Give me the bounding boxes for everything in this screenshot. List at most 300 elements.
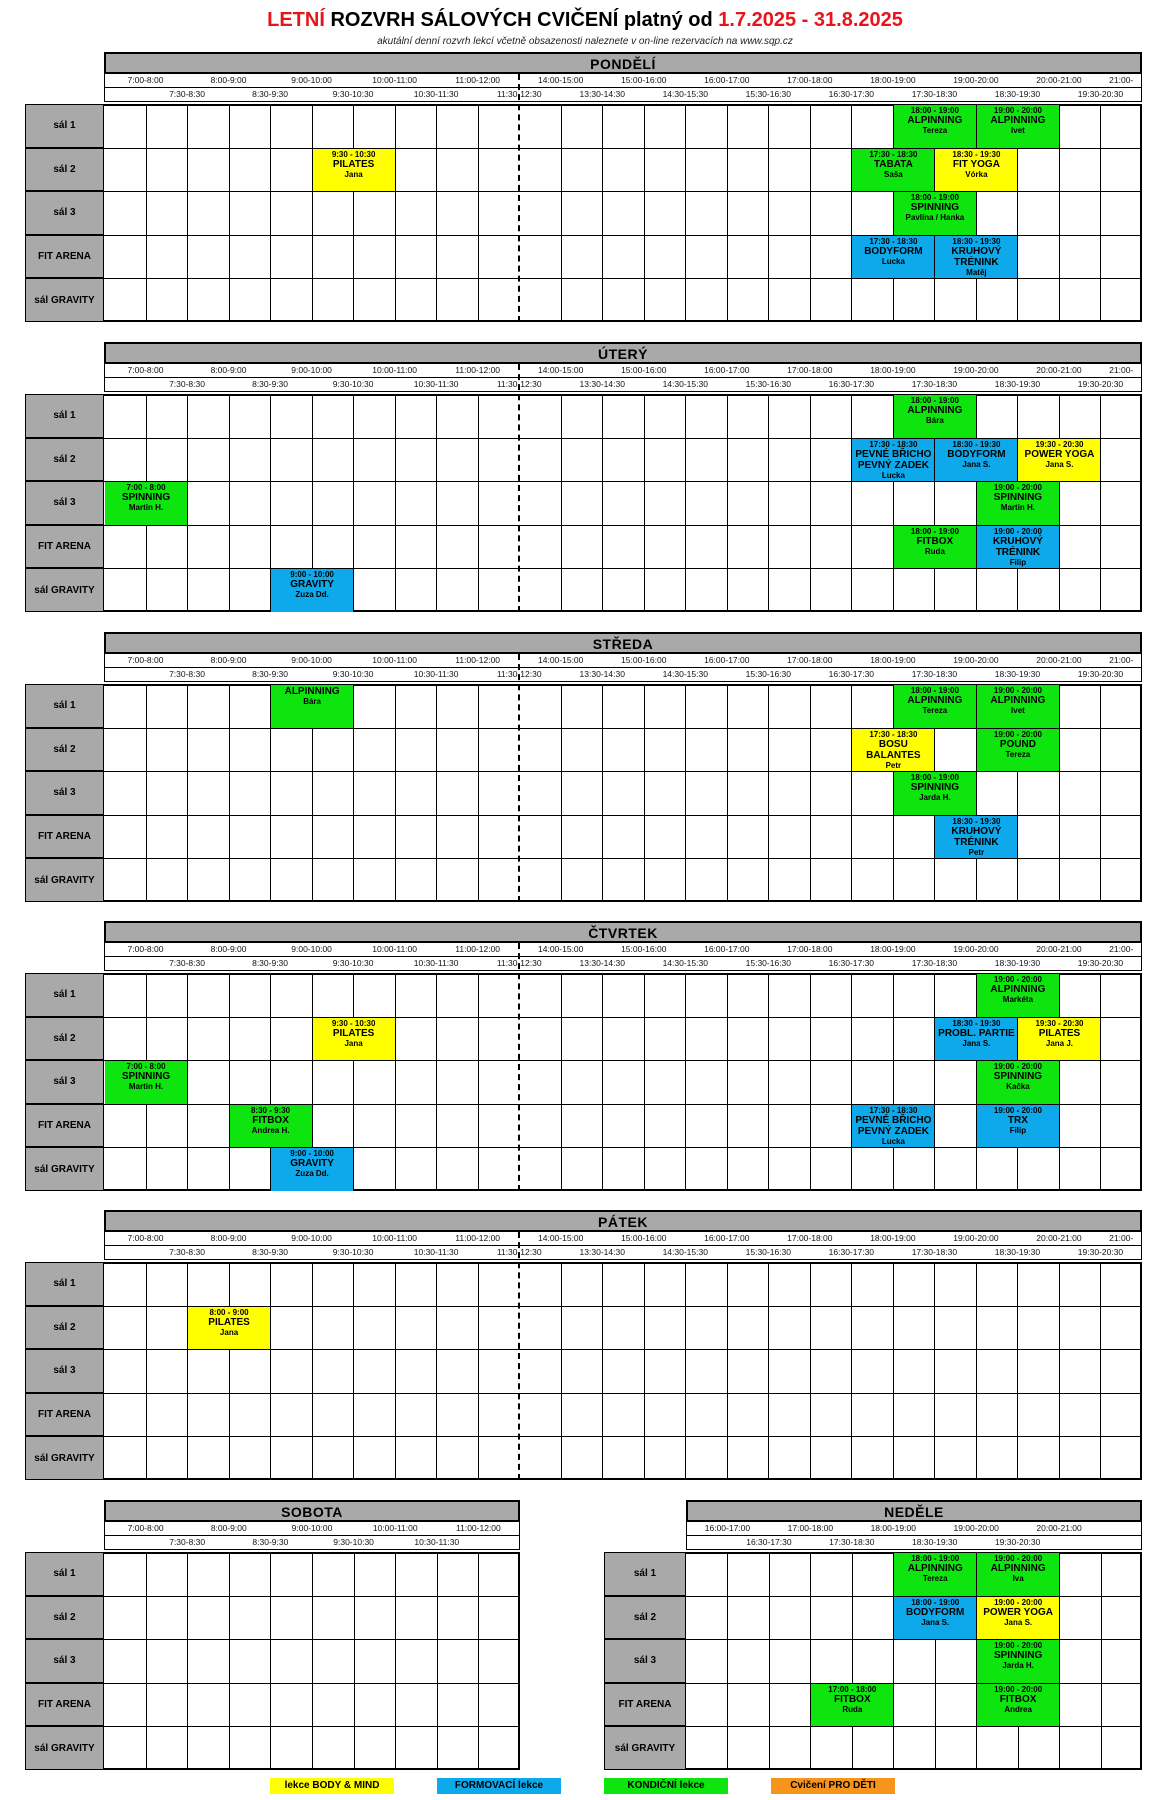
column-divider [478, 684, 479, 902]
lesson-trainer: Zuza Dd. [295, 590, 329, 600]
lesson-time: 18:00 - 19:00 [910, 193, 959, 203]
day-header: SOBOTA [104, 1500, 520, 1522]
lesson-time: 18:00 - 19:00 [910, 686, 959, 695]
lesson-time: 17:30 - 18:30 [869, 236, 918, 246]
column-divider [229, 684, 230, 902]
lesson-name: PILATES [332, 1027, 375, 1039]
time-label-hour: 11:00-12:00 [455, 365, 501, 375]
day-header: ČTVRTEK [104, 921, 1142, 943]
day-header: PONDĚLÍ [104, 52, 1142, 74]
lesson-time: 19:00 - 20:00 [993, 729, 1042, 739]
column-divider [810, 104, 811, 322]
lesson-card[interactable] [977, 1597, 1059, 1640]
time-label-hour: 19:00-20:00 [953, 655, 999, 665]
lesson-card[interactable] [894, 395, 976, 438]
column-divider [353, 104, 354, 322]
lesson-card[interactable] [894, 772, 976, 815]
page-subtitle: akutální denní rozvrh lekcí včetně obsazenosti naleznete v on-line rezervacích na www.sqp.cz [377, 36, 793, 47]
column-divider [436, 1262, 437, 1480]
room-label: sál GRAVITY [25, 1147, 104, 1191]
row-divider [25, 1683, 520, 1684]
lesson-name: POUND [999, 738, 1036, 750]
column-divider [727, 973, 728, 1191]
lesson-time: 19:00 - 20:00 [993, 483, 1042, 493]
lesson-name: ALPINNING [907, 115, 963, 126]
lesson-trainer: Jana [344, 1038, 363, 1048]
column-divider [146, 684, 147, 902]
column-divider [1059, 104, 1060, 322]
lesson-trainer: Bára [303, 697, 321, 706]
room-label: sál 2 [25, 1596, 104, 1640]
lesson-card[interactable] [894, 192, 976, 235]
time-label-halfhour: 17:30-18:30 [829, 1537, 875, 1547]
lesson-card[interactable] [935, 439, 1017, 482]
time-label-hour: 15:00-16:00 [621, 655, 667, 665]
column-divider [1059, 1552, 1060, 1770]
day-header: NEDĚLE [686, 1500, 1142, 1522]
time-label-hour: 10:00-11:00 [372, 655, 417, 665]
time-label-halfhour: 7:30-8:30 [169, 89, 205, 99]
lesson-trainer: Filip [1009, 1125, 1027, 1135]
lesson-card[interactable] [313, 1018, 395, 1061]
lesson-card[interactable] [894, 105, 976, 148]
lunch-break-divider [518, 654, 520, 902]
column-divider [478, 394, 479, 612]
lesson-card[interactable] [977, 1061, 1059, 1104]
lesson-card[interactable] [1018, 1018, 1100, 1061]
lesson-card[interactable] [977, 105, 1059, 148]
row-divider [25, 1349, 1142, 1350]
column-divider [353, 973, 354, 1191]
lesson-name: SPINNING [910, 202, 960, 214]
column-divider [561, 1262, 562, 1480]
room-label: sál 2 [25, 1017, 104, 1061]
lesson-card[interactable] [852, 729, 934, 772]
lesson-card[interactable] [977, 729, 1059, 772]
time-label-hour: 20:00-21:00 [1036, 365, 1082, 375]
lesson-card[interactable] [935, 149, 1017, 192]
time-label-hour: 16:00-17:00 [704, 655, 750, 665]
lesson-name: FIT YOGA [952, 158, 1000, 170]
column-divider [561, 394, 562, 612]
lesson-time: 17:30 - 18:30 [869, 439, 918, 449]
time-label-hour: 8:00-9:00 [210, 75, 247, 85]
lesson-card[interactable] [894, 526, 976, 569]
column-divider [1059, 684, 1060, 902]
lesson-time: 19:00 - 20:00 [993, 106, 1042, 115]
lesson-trainer: Iva [1012, 1574, 1024, 1583]
lesson-card[interactable] [313, 149, 395, 192]
column-divider [561, 104, 562, 322]
lesson-trainer: Ivet [1011, 706, 1025, 715]
column-divider [810, 1262, 811, 1480]
lesson-name: FITBOX [999, 1693, 1037, 1705]
title-season: LETNÍ [267, 9, 325, 31]
lesson-trainer: Jana S. [921, 1617, 950, 1627]
column-divider [602, 684, 603, 902]
lesson-card[interactable] [894, 1553, 976, 1596]
column-divider [437, 1552, 438, 1770]
lesson-card[interactable] [977, 1684, 1059, 1727]
column-divider [768, 1262, 769, 1480]
column-divider [270, 1262, 271, 1480]
time-label-halfhour: 18:30-19:30 [994, 1247, 1041, 1257]
lesson-card[interactable] [935, 1018, 1017, 1061]
time-label-halfhour: 13:30-14:30 [579, 669, 625, 679]
lesson-name: SPINNING [993, 1071, 1043, 1083]
lunch-break-divider [518, 74, 520, 322]
column-divider [934, 973, 935, 1191]
time-label-hour: 14:00-15:00 [538, 365, 584, 375]
lesson-card[interactable] [977, 482, 1059, 525]
row-divider [25, 481, 1142, 482]
time-label-hour: 20:00-21:00 [1036, 944, 1082, 954]
legend-item: Cvičení PRO DĚTI [771, 1778, 895, 1794]
time-label-halfhour: 16:30-17:30 [746, 1537, 792, 1547]
time-label-halfhour: 18:30-19:30 [994, 89, 1041, 99]
column-divider [229, 1262, 230, 1480]
lesson-card[interactable] [105, 1061, 187, 1104]
time-label-hour: 21:00- [1109, 655, 1134, 665]
lesson-name: ALPINNING [907, 1563, 963, 1574]
legend-item: KONDIČNÍ lekce [604, 1778, 728, 1794]
lesson-name: ALPINNING [907, 405, 963, 416]
day-header: PÁTEK [104, 1210, 1142, 1232]
lesson-card[interactable] [977, 685, 1059, 728]
lunch-break-divider [518, 1232, 520, 1480]
time-label-hour: 8:00-9:00 [210, 1233, 247, 1243]
lesson-time: 19:00 - 20:00 [993, 1062, 1042, 1072]
lesson-time: 17:30 - 18:30 [869, 1105, 918, 1115]
lesson-name: KRUHOVÝ TRÉNINK [951, 825, 1002, 848]
time-label-hour: 16:00-17:00 [704, 1523, 751, 1533]
lesson-name: FITBOX [916, 535, 954, 547]
lesson-card[interactable] [977, 974, 1059, 1017]
lesson-card[interactable] [271, 685, 353, 728]
time-label-halfhour: 7:30-8:30 [169, 1247, 205, 1257]
lesson-time: 18:30 - 19:30 [952, 149, 1001, 159]
time-label-hour: 19:00-20:00 [953, 1233, 999, 1243]
lesson-trainer: Jana S. [1045, 459, 1074, 469]
time-label-halfhour: 8:30-9:30 [252, 89, 289, 99]
lesson-card[interactable] [271, 569, 353, 612]
lesson-time: 18:00 - 19:00 [911, 1554, 960, 1563]
time-label-halfhour: 15:30-16:30 [745, 379, 791, 389]
time-label-hour: 11:00-12:00 [456, 1523, 501, 1533]
lesson-trainer: Jana [219, 1327, 239, 1337]
lesson-card[interactable] [852, 149, 934, 192]
time-label-hour: 14:00-15:00 [538, 1233, 584, 1243]
column-divider [602, 973, 603, 1191]
lesson-time: 19:30 - 20:30 [1035, 1018, 1084, 1028]
lesson-trainer: Jana S. [962, 459, 991, 469]
time-label-hour: 9:00-10:00 [291, 365, 332, 375]
time-label-hour: 16:00-17:00 [704, 365, 750, 375]
column-divider [810, 973, 811, 1191]
time-label-halfhour: 7:30-8:30 [169, 669, 205, 679]
time-label-hour: 11:00-12:00 [455, 944, 501, 954]
column-divider [354, 1552, 355, 1770]
lesson-time: 9:00 - 10:00 [290, 570, 334, 580]
lesson-time: 8:00 - 9:00 [209, 1307, 249, 1317]
lesson-name: PILATES [1038, 1027, 1081, 1039]
time-label-halfhour: 19:30-20:30 [1077, 89, 1124, 99]
lesson-card[interactable] [811, 1684, 893, 1727]
time-label-halfhour: 19:30-20:30 [994, 1537, 1041, 1547]
room-label: FIT ARENA [25, 235, 104, 279]
time-label-halfhour: 19:30-20:30 [1077, 1247, 1124, 1257]
time-label-halfhour: 8:30-9:30 [252, 379, 289, 389]
room-label: sál 2 [25, 148, 104, 192]
column-divider [187, 1262, 188, 1480]
column-divider [727, 104, 728, 322]
time-label-halfhour: 13:30-14:30 [579, 958, 625, 968]
lesson-trainer: Tereza [922, 1574, 948, 1583]
lesson-card[interactable] [894, 1597, 976, 1640]
time-label-hour: 14:00-15:00 [538, 944, 584, 954]
time-label-halfhour: 19:30-20:30 [1077, 379, 1124, 389]
time-label-halfhour: 11:30-12:30 [496, 379, 542, 389]
lesson-trainer: Andrea [1004, 1704, 1032, 1714]
lesson-time: 19:00 - 20:00 [993, 526, 1042, 536]
lesson-trainer: Vórka [965, 169, 988, 179]
lesson-name: SPINNING [121, 1071, 171, 1083]
lesson-time: 18:30 - 19:30 [952, 816, 1001, 826]
time-label-hour: 15:00-16:00 [621, 944, 667, 954]
room-label: sál 1 [25, 1552, 104, 1596]
row-divider [25, 858, 1142, 859]
room-label: sál 1 [25, 973, 104, 1017]
lesson-trainer: Lucka [881, 470, 905, 480]
room-label: sál 3 [25, 1639, 104, 1683]
lesson-trainer: Lucka [881, 1136, 905, 1146]
lesson-trainer: Pavlína / Hanka [905, 213, 965, 223]
title-main: ROZVRH SÁLOVÝCH CVIČENÍ platný od [330, 9, 713, 31]
time-label-halfhour: 8:30-9:30 [252, 1247, 289, 1257]
time-label-halfhour: 9:30-10:30 [332, 669, 374, 679]
time-label-halfhour: 18:30-19:30 [912, 1537, 958, 1547]
lesson-card[interactable] [188, 1307, 270, 1350]
lesson-trainer: Tereza [922, 126, 948, 135]
room-grid [25, 1262, 1142, 1480]
column-divider [187, 104, 188, 322]
room-label: FIT ARENA [25, 1683, 104, 1727]
lesson-name: POWER YOGA [983, 1606, 1054, 1618]
time-label-halfhour: 17:30-18:30 [911, 669, 958, 679]
room-label: FIT ARENA [25, 815, 104, 859]
lesson-trainer: Jarda H. [1002, 1661, 1034, 1671]
room-label: sál 1 [25, 1262, 104, 1306]
lesson-trainer: Martin H. [1000, 503, 1036, 513]
column-divider [769, 1552, 770, 1770]
room-label: sál 3 [25, 771, 104, 815]
column-divider [851, 394, 852, 612]
title-dates: 1.7.2025 - 31.8.2025 [718, 9, 903, 31]
column-divider [436, 394, 437, 612]
lesson-time: 18:00 - 19:00 [910, 396, 959, 405]
column-divider [644, 973, 645, 1191]
time-label-hour: 9:00-10:00 [291, 1523, 333, 1533]
lesson-trainer: Tereza [1005, 749, 1031, 759]
column-divider [229, 1552, 230, 1770]
lesson-trainer: Martin H. [128, 503, 164, 513]
lesson-time: 19:00 - 20:00 [994, 1554, 1043, 1563]
lesson-card[interactable] [977, 1553, 1059, 1596]
column-divider [685, 394, 686, 612]
room-label: FIT ARENA [25, 1393, 104, 1437]
column-divider [810, 394, 811, 612]
row-divider [25, 1060, 1142, 1061]
time-label-halfhour: 13:30-14:30 [579, 89, 625, 99]
column-divider [1100, 1262, 1101, 1480]
lesson-card[interactable] [852, 236, 934, 279]
time-label-halfhour: 11:30-12:30 [496, 1247, 542, 1257]
lesson-card[interactable] [977, 1640, 1059, 1683]
lesson-name: ALPINNING [907, 695, 963, 706]
lesson-trainer: Ruda [842, 1704, 863, 1714]
lesson-trainer: Ivet [1011, 126, 1025, 135]
column-divider [768, 104, 769, 322]
lesson-card[interactable] [935, 816, 1017, 859]
lesson-trainer: Jana S. [1004, 1617, 1033, 1627]
time-label-halfhour: 8:30-9:30 [252, 1537, 289, 1547]
column-divider [644, 1262, 645, 1480]
time-label-halfhour: 11:30-12:30 [496, 958, 542, 968]
lesson-name: KRUHOVÝ TRÉNINK [951, 245, 1002, 268]
lesson-name: PROBL. PARTIE [938, 1027, 1015, 1039]
lesson-name: FITBOX [252, 1114, 289, 1126]
lesson-time: 18:30 - 19:30 [952, 1018, 1001, 1028]
time-label-halfhour: 16:30-17:30 [828, 379, 875, 389]
room-grid [25, 973, 1142, 1191]
time-label-hour: 15:00-16:00 [621, 365, 667, 375]
lesson-trainer: Lucka [881, 256, 905, 266]
lunch-break-divider [518, 364, 520, 612]
lesson-trainer: Zuza Dd. [295, 1169, 329, 1179]
row-divider [604, 1596, 1142, 1597]
day-header: STŘEDA [104, 632, 1142, 654]
column-divider [644, 394, 645, 612]
row-divider [25, 1147, 1142, 1148]
column-divider [768, 394, 769, 612]
lesson-name: KRUHOVÝ TRÉNINK [992, 535, 1043, 558]
column-divider [478, 104, 479, 322]
lesson-trainer: Petr [968, 847, 985, 857]
lesson-card[interactable] [894, 685, 976, 728]
column-divider [187, 1552, 188, 1770]
column-divider [851, 973, 852, 1191]
time-label-hour: 17:00-18:00 [787, 944, 833, 954]
time-label-hour: 7:00-8:00 [127, 1523, 164, 1533]
column-divider [810, 1552, 811, 1770]
lesson-time: 18:00 - 19:00 [910, 526, 959, 536]
time-label-hour: 16:00-17:00 [704, 944, 750, 954]
time-label-halfhour: 9:30-10:30 [333, 1537, 374, 1547]
column-divider [312, 104, 313, 322]
time-label-hour: 21:00- [1109, 75, 1134, 85]
time-label-hour: 21:00- [1109, 365, 1134, 375]
lesson-name: PILATES [208, 1316, 250, 1328]
lesson-trainer: Jana [344, 169, 363, 179]
column-divider [727, 394, 728, 612]
column-divider [851, 1262, 852, 1480]
row-divider [25, 1726, 520, 1727]
lesson-card[interactable] [852, 1105, 934, 1148]
time-label-halfhour: 11:30-12:30 [496, 669, 542, 679]
column-divider [436, 104, 437, 322]
lesson-card[interactable] [105, 482, 187, 525]
column-divider [395, 973, 396, 1191]
lesson-card[interactable] [852, 439, 934, 482]
time-label-hour: 10:00-11:00 [372, 944, 417, 954]
lesson-card[interactable] [977, 1105, 1059, 1148]
time-label-halfhour: 14:30-15:30 [662, 379, 708, 389]
column-divider [1017, 1262, 1018, 1480]
lesson-time: 19:00 - 20:00 [993, 1105, 1042, 1115]
time-label-halfhour: 9:30-10:30 [332, 958, 374, 968]
column-divider [395, 684, 396, 902]
room-label: sál GRAVITY [25, 858, 104, 902]
lesson-time: 18:30 - 19:30 [952, 236, 1001, 246]
time-label-halfhour: 16:30-17:30 [828, 1247, 875, 1257]
row-divider [25, 278, 1142, 279]
lesson-name: SPINNING [121, 492, 171, 504]
time-label-halfhour: 8:30-9:30 [252, 958, 289, 968]
lesson-name: ALPINNING [284, 686, 340, 697]
column-divider [768, 973, 769, 1191]
lesson-name: BOSU BALANTES [866, 738, 921, 761]
time-label-halfhour: 8:30-9:30 [252, 669, 289, 679]
lesson-time: 19:00 - 20:00 [994, 1684, 1043, 1694]
time-label-halfhour: 10:30-11:30 [413, 958, 459, 968]
lesson-time: 19:00 - 20:00 [993, 975, 1042, 984]
lesson-card[interactable] [977, 526, 1059, 569]
column-divider [146, 1262, 147, 1480]
lesson-card[interactable] [230, 1105, 312, 1148]
column-divider [1100, 394, 1101, 612]
lesson-card[interactable] [935, 236, 1017, 279]
lesson-trainer: Saša [884, 169, 903, 179]
time-label-halfhour: 11:30-12:30 [496, 89, 542, 99]
time-label-halfhour: 9:30-10:30 [332, 379, 374, 389]
lesson-time: 8:30 - 9:30 [250, 1105, 291, 1115]
time-label-hour: 11:00-12:00 [455, 655, 501, 665]
column-divider [312, 1262, 313, 1480]
lesson-trainer: Markéta [1002, 995, 1034, 1004]
lesson-card[interactable] [1018, 439, 1100, 482]
time-label-hour: 19:00-20:00 [953, 944, 999, 954]
column-divider [478, 973, 479, 1191]
time-label-halfhour: 14:30-15:30 [662, 669, 708, 679]
room-label: FIT ARENA [604, 1683, 686, 1727]
room-label: sál 1 [25, 394, 104, 438]
column-divider [395, 1262, 396, 1480]
lesson-trainer: Filip [1009, 557, 1027, 567]
column-divider [1059, 394, 1060, 612]
room-label: sál GRAVITY [604, 1726, 686, 1770]
column-divider [768, 684, 769, 902]
column-divider [229, 104, 230, 322]
lesson-card[interactable] [271, 1148, 353, 1191]
time-label-hour: 20:00-21:00 [1036, 75, 1082, 85]
lesson-time: 18:00 - 19:00 [910, 773, 959, 783]
lesson-time: 19:00 - 20:00 [993, 686, 1042, 695]
lesson-trainer: Tereza [922, 706, 948, 715]
time-label-hour: 8:00-9:00 [210, 655, 247, 665]
lesson-name: ALPINNING [990, 984, 1046, 995]
time-label-hour: 8:00-9:00 [210, 365, 247, 375]
lesson-trainer: Jana J. [1045, 1038, 1074, 1048]
